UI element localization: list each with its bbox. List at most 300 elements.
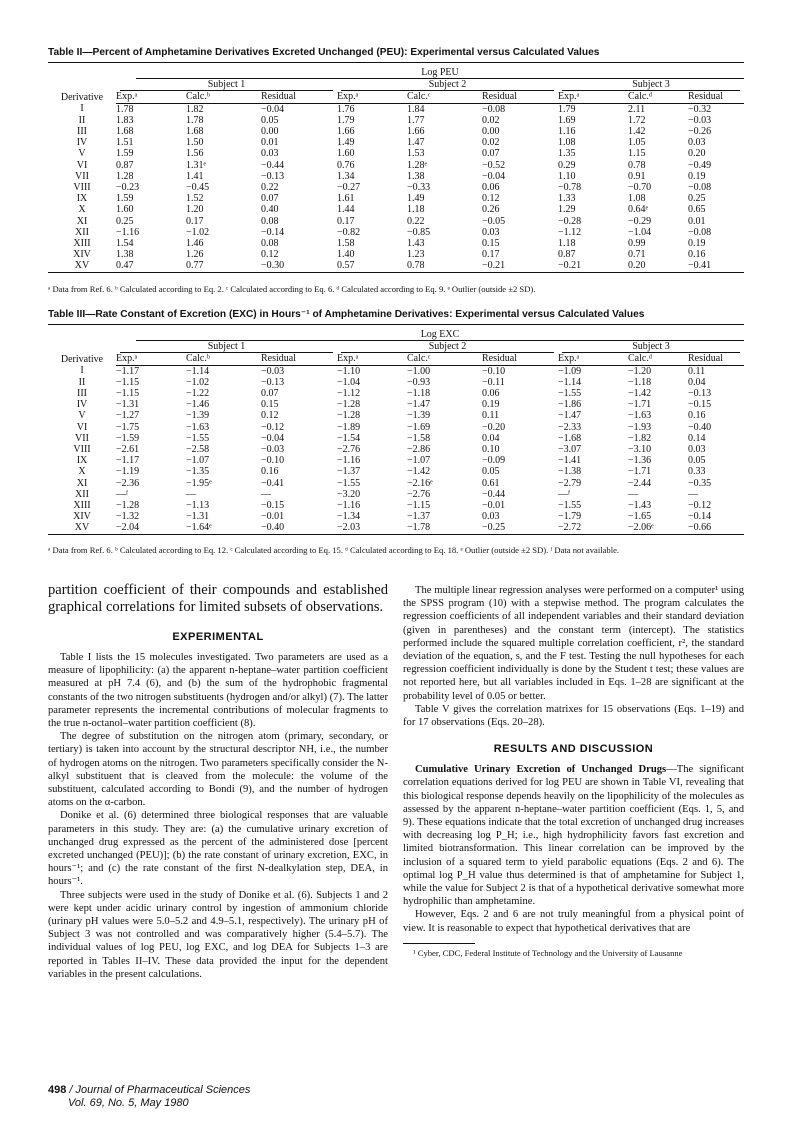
value-cell: −1.64ᵉ bbox=[186, 522, 261, 534]
results-run-head: Cumulative Urinary Excretion of Unchanged Drugs bbox=[415, 764, 667, 776]
value-cell: −0.30 bbox=[261, 260, 337, 272]
value-cell: 0.03 bbox=[482, 226, 500, 238]
value-cell: 1.58 bbox=[337, 238, 355, 250]
table-row bbox=[48, 137, 744, 148]
table-2 bbox=[48, 62, 744, 273]
body-paragraph: The degree of substitution on the nitrogen atom (primary, secondary, or tertiary) is taken into account by the structural descriptor NH, i.e., the number of hydrogen atoms on the nitrogen. Two parameters specifically consider the N-alkyl substituent that is cleaved from the molecule: the volume of the substituent, calculated according to Bondi (9), and the number of hydrogen atoms on the α-carbon. bbox=[48, 731, 388, 809]
value-cell: 1.51 bbox=[116, 137, 134, 149]
value-cell: 1.69 bbox=[558, 114, 576, 126]
value-cell: 1.56 bbox=[186, 148, 204, 160]
value-cell: 0.08 bbox=[261, 215, 279, 227]
value-cell: −2.36 bbox=[116, 477, 140, 489]
table-row bbox=[48, 489, 744, 500]
value-cell: 0.07 bbox=[261, 388, 279, 400]
value-cell: −0.01 bbox=[261, 511, 285, 523]
value-cell: −1.69 bbox=[407, 421, 431, 433]
value-cell: 0.04 bbox=[482, 432, 500, 444]
table-row bbox=[48, 377, 744, 388]
left-column bbox=[48, 582, 388, 981]
table-3-col-head: Exp.ᵃ bbox=[116, 353, 186, 365]
table-2-group-header: Log PEU bbox=[136, 67, 744, 79]
value-cell: −1.28 bbox=[337, 410, 361, 422]
value-cell: −1.00 bbox=[407, 365, 431, 377]
value-cell: −1.41 bbox=[558, 455, 582, 467]
page-footnote: ¹ Cyber, CDC, Federal Institute of Technology and the University of Lausanne bbox=[413, 947, 683, 958]
value-cell: 1.78 bbox=[116, 103, 134, 115]
value-cell: 0.11 bbox=[482, 410, 500, 422]
value-cell: 1.60 bbox=[116, 204, 134, 216]
table-2-col-head: Residual bbox=[482, 91, 558, 103]
derivative-cell: I bbox=[80, 365, 84, 377]
value-cell: 0.14 bbox=[688, 432, 706, 444]
value-cell: −0.03 bbox=[261, 365, 285, 377]
value-cell: 0.64ᵉ bbox=[628, 204, 649, 216]
value-cell: −1.16 bbox=[337, 500, 361, 512]
value-cell: 1.77 bbox=[407, 114, 425, 126]
derivative-cell: VII bbox=[75, 170, 89, 182]
value-cell: 0.65 bbox=[688, 204, 706, 216]
value-cell: 1.83 bbox=[116, 114, 134, 126]
value-cell: 0.11 bbox=[688, 365, 706, 377]
value-cell: −1.18 bbox=[407, 388, 431, 400]
value-cell: 1.18 bbox=[407, 204, 425, 216]
table-row bbox=[48, 388, 744, 399]
value-cell: −0.44 bbox=[261, 159, 285, 171]
value-cell: −1.04 bbox=[628, 226, 652, 238]
value-cell: 0.12 bbox=[261, 249, 279, 261]
value-cell: −1.63 bbox=[628, 410, 652, 422]
table-3-col-head: Exp.ᵃ bbox=[337, 353, 407, 365]
body-paragraph: However, Eqs. 2 and 6 are not truly meaningful from a physical point of view. It is reasonable to expect that hypothetical derivatives that are bbox=[403, 909, 744, 934]
value-cell: 1.76 bbox=[337, 103, 355, 115]
table-2-col-head: Residual bbox=[261, 91, 337, 103]
results-heading: RESULTS AND DISCUSSION bbox=[493, 743, 654, 756]
value-cell: 0.78 bbox=[407, 260, 482, 272]
value-cell: 1.33 bbox=[558, 193, 576, 205]
value-cell: 1.68 bbox=[116, 126, 134, 138]
value-cell: −1.34 bbox=[337, 511, 361, 523]
value-cell: −0.33 bbox=[407, 182, 431, 194]
value-cell: 0.25 bbox=[688, 193, 706, 205]
value-cell: −0.44 bbox=[482, 488, 506, 500]
value-cell: 1.79 bbox=[337, 114, 355, 126]
table-2-row-header: Derivative bbox=[60, 91, 104, 103]
value-cell: −1.42 bbox=[407, 466, 431, 478]
value-cell: −0.13 bbox=[688, 388, 712, 400]
value-cell: −3.07 bbox=[558, 444, 582, 456]
value-cell: 1.35 bbox=[558, 148, 576, 160]
derivative-cell: VII bbox=[75, 432, 89, 444]
value-cell: 0.17 bbox=[337, 215, 355, 227]
value-cell: 0.19 bbox=[688, 170, 706, 182]
derivative-cell: XII bbox=[75, 488, 89, 500]
value-cell: −1.10 bbox=[337, 365, 361, 377]
table-2-col-head: Calc.ᵇ bbox=[186, 91, 261, 103]
table-3 bbox=[48, 324, 744, 535]
lead-paragraph: partition coefficient of their compounds and established graphical correlations for limited subsets of observations. bbox=[48, 582, 388, 615]
value-cell: −1.07 bbox=[186, 455, 210, 467]
value-cell: 0.71 bbox=[628, 249, 646, 261]
table-2-caption: Table II—Percent of Amphetamine Derivatives Excreted Unchanged (PEU): Experimental versus Calculated Values bbox=[48, 47, 600, 58]
table-row bbox=[48, 466, 744, 477]
value-cell: −1.82 bbox=[628, 432, 652, 444]
value-cell: 0.17 bbox=[482, 249, 500, 261]
table-3-group-header: Log EXC bbox=[136, 329, 744, 341]
table-row bbox=[48, 182, 744, 193]
table-row bbox=[48, 238, 744, 249]
value-cell: −1.28 bbox=[337, 399, 361, 411]
derivative-cell: III bbox=[77, 126, 87, 138]
table-2-title: Percent of Amphetamine Derivatives Excreted Unchanged (PEU): Experimental versus Calculated Values bbox=[92, 47, 600, 58]
value-cell: 1.60 bbox=[337, 148, 355, 160]
value-cell: 0.33 bbox=[688, 466, 706, 478]
value-cell: −1.68 bbox=[558, 432, 582, 444]
body-paragraph: The significant correlation equations derived for log PEU are shown in Table VI, revealing that this biological response depends heavily on the lipophilicity of the molecules as assessed by the apparent n-heptane–water partition coefficient (Eqs. 1, 5, and 9). These equations indicate that the total excretion of unchanged drug increases with decreasing log P_H; i.e., high hydrophilicity favors fast excretion and limited biotransformation. This linear correlation can be improved by the inclusion of a squared term to yield parabolic equations (Eqs. 2 and 6). The optimal log P_H value thus determined is that of amphetamine for Subject 1, while the value for Subject 2 is that of a hypothetical derivative somewhat more hydrophilic than amphetamine. bbox=[403, 764, 744, 908]
value-cell: −0.08 bbox=[688, 182, 712, 194]
table-row bbox=[48, 216, 744, 227]
value-cell: −1.37 bbox=[337, 466, 361, 478]
value-cell: −1.46 bbox=[186, 399, 210, 411]
value-cell: −0.70 bbox=[628, 182, 652, 194]
value-cell: −1.95ᵉ bbox=[186, 477, 212, 489]
table-row bbox=[48, 422, 744, 433]
value-cell: −0.08 bbox=[688, 226, 712, 238]
value-cell: −1.15 bbox=[116, 388, 140, 400]
value-cell: 0.17 bbox=[186, 215, 204, 227]
value-cell: 0.05 bbox=[482, 466, 500, 478]
value-cell: −0.40 bbox=[261, 522, 337, 534]
value-cell: −0.04 bbox=[261, 103, 285, 115]
value-cell: 1.20 bbox=[186, 204, 204, 216]
value-cell: 0.99 bbox=[628, 238, 646, 250]
value-cell: 1.31ᵉ bbox=[186, 159, 207, 171]
value-cell: 0.26 bbox=[482, 204, 500, 216]
value-cell: 1.41 bbox=[186, 170, 204, 182]
value-cell: 0.16 bbox=[261, 466, 279, 478]
value-cell: −1.27 bbox=[116, 410, 140, 422]
value-cell: −1.13 bbox=[186, 500, 210, 512]
table-row bbox=[48, 227, 744, 238]
value-cell: 0.04 bbox=[688, 376, 706, 388]
value-cell: −0.29 bbox=[628, 215, 652, 227]
value-cell: −0.32 bbox=[688, 103, 712, 115]
value-cell: 1.34 bbox=[337, 170, 355, 182]
value-cell: 1.78 bbox=[186, 114, 204, 126]
value-cell: −1.75 bbox=[116, 421, 140, 433]
value-cell: −1.89 bbox=[337, 421, 361, 433]
value-cell: −0.14 bbox=[688, 511, 712, 523]
table-row bbox=[48, 148, 744, 159]
page-number: 498 bbox=[48, 1084, 67, 1096]
value-cell: −0.04 bbox=[261, 432, 285, 444]
derivative-cell: X bbox=[78, 466, 86, 478]
value-cell: −2.06ᵉ bbox=[628, 522, 688, 534]
body-paragraph: The multiple linear regression analyses were performed on a computer¹ using the SPSS program (10) with a stepwise method. The program calculates the regression coefficients of all independent variables and their standard deviation (given in parentheses) and the constant term (intercept). The statistics performed include the squared multiple correlation coefficient, r², the standard deviation of the equation, s, and the F test. Testing the null hypotheses for each regression coefficient individually is done by the Student t test; these values are not reported here, but all variables included in Eqs. 1–28 are significant at the probability level of 0.05 or better. bbox=[403, 585, 744, 702]
table-row bbox=[48, 365, 744, 377]
value-cell: 0.02 bbox=[482, 137, 500, 149]
value-cell: −0.28 bbox=[558, 215, 582, 227]
value-cell: 1.40 bbox=[337, 249, 355, 261]
value-cell: 0.91 bbox=[628, 170, 646, 182]
value-cell: −0.66 bbox=[688, 522, 744, 534]
value-cell: 1.29 bbox=[558, 204, 576, 216]
value-cell: 2.11 bbox=[628, 103, 646, 115]
experimental-heading: EXPERIMENTAL bbox=[172, 631, 264, 643]
value-cell: −1.22 bbox=[186, 388, 210, 400]
value-cell: 0.05 bbox=[688, 455, 706, 467]
value-cell: 1.61 bbox=[337, 193, 355, 205]
body-paragraph: Three subjects were used in the study of Donike et al. (6). Subjects 1 and 2 were kept under acidic urinary control by ingestion of ammonium chloride (urinary pH values were 5.0–5.2 and 4.9–5.1, respectively). The urinary pH of Subject 3 was not controlled and was comparatively higher (5.4–5.7). The individual values of log PEU, log EXC, and log DEA for Subjects 1–3 are reported in Tables II–IV. These data provided the input for the dependent variables in the present calculations. bbox=[48, 889, 388, 980]
value-cell: −0.82 bbox=[337, 226, 361, 238]
value-cell: 0.00 bbox=[261, 126, 279, 138]
value-cell: 1.23 bbox=[407, 249, 425, 261]
value-cell: −2.61 bbox=[116, 444, 140, 456]
value-cell: −1.79 bbox=[558, 511, 582, 523]
table-3-row-header: Derivative bbox=[60, 353, 104, 365]
value-cell: −1.19 bbox=[116, 466, 140, 478]
value-cell: 0.22 bbox=[407, 215, 425, 227]
value-cell: −0.03 bbox=[261, 444, 285, 456]
value-cell: 0.22 bbox=[261, 182, 279, 194]
value-cell: −2.44 bbox=[628, 477, 652, 489]
table-row bbox=[48, 193, 744, 204]
value-cell: 1.59 bbox=[116, 148, 134, 160]
derivative-cell: VI bbox=[76, 159, 88, 171]
derivative-cell: XIV bbox=[73, 249, 91, 261]
value-cell: 1.26 bbox=[186, 249, 204, 261]
value-cell: 0.76 bbox=[337, 159, 355, 171]
table-row bbox=[48, 103, 744, 115]
value-cell: −0.35 bbox=[688, 477, 712, 489]
table-row bbox=[48, 260, 744, 272]
table-row bbox=[48, 115, 744, 126]
journal-volume: Vol. 69, No. 5, May 1980 bbox=[68, 1097, 189, 1109]
value-cell: −0.01 bbox=[482, 500, 506, 512]
table-row bbox=[48, 522, 744, 534]
table-3-subject-1: Subject 1 bbox=[120, 341, 333, 353]
journal-name: Journal of Pharmaceutical Sciences bbox=[75, 1084, 251, 1096]
value-cell: −2.03 bbox=[337, 522, 407, 534]
value-cell: 0.87 bbox=[116, 159, 134, 171]
value-cell: 1.53 bbox=[407, 148, 425, 160]
value-cell: −2.33 bbox=[558, 421, 582, 433]
value-cell: −1.55 bbox=[558, 500, 582, 512]
value-cell: −1.55 bbox=[558, 388, 582, 400]
derivative-cell: IX bbox=[76, 455, 88, 467]
value-cell: −1.47 bbox=[558, 410, 582, 422]
value-cell: 0.12 bbox=[261, 410, 279, 422]
value-cell: −1.86 bbox=[558, 399, 582, 411]
value-cell: 0.06 bbox=[482, 388, 500, 400]
value-cell: 0.02 bbox=[482, 114, 500, 126]
value-cell: —ᶠ bbox=[116, 488, 129, 500]
value-cell: 0.01 bbox=[688, 215, 706, 227]
value-cell: −1.02 bbox=[186, 226, 210, 238]
value-cell: 0.03 bbox=[688, 444, 706, 456]
value-cell: 0.15 bbox=[261, 399, 279, 411]
value-cell: 0.03 bbox=[261, 148, 279, 160]
value-cell: −1.35 bbox=[186, 466, 210, 478]
value-cell: −1.43 bbox=[628, 500, 652, 512]
value-cell: −1.16 bbox=[116, 226, 140, 238]
value-cell: −1.31 bbox=[116, 399, 140, 411]
value-cell: −1.17 bbox=[116, 455, 140, 467]
value-cell: 1.68 bbox=[186, 126, 204, 138]
value-cell: −1.15 bbox=[116, 376, 140, 388]
table-3-footnote: ᵃ Data from Ref. 6. ᵇ Calculated according to Eq. 12. ᶜ Calculated according to Eq. 15. ᵈ Calculated according to Eq. 18. ᵉ Outlier (outside ±2 SD). ᶠ Data not available. bbox=[48, 545, 620, 555]
value-cell: 1.82 bbox=[186, 103, 204, 115]
value-cell: −0.52 bbox=[482, 159, 506, 171]
value-cell: 0.20 bbox=[688, 148, 706, 160]
value-cell: 0.00 bbox=[482, 126, 500, 138]
body-paragraph: Donike et al. (6) determined three biological responses that are valuable parameters in this study. They are: (a) the cumulative urinary excretion of unchanged drug expressed as the percent of the administered dose [percent excreted unchanged (PEU)]; (b) the rate constant of urinary excretion, EXC, in hours⁻¹; and (c) the rate constant of the first N-dealkylation step, DEA, in hours⁻¹. bbox=[48, 810, 388, 888]
table-3-col-head: Residual bbox=[482, 353, 558, 365]
value-cell: −0.13 bbox=[261, 170, 285, 182]
derivative-cell: VIII bbox=[73, 182, 91, 194]
derivative-cell: II bbox=[78, 114, 86, 126]
derivative-cell: VIII bbox=[73, 444, 91, 456]
value-cell: −1.04 bbox=[337, 376, 361, 388]
derivative-cell: VI bbox=[76, 421, 88, 433]
value-cell: 1.79 bbox=[558, 103, 576, 115]
value-cell: −1.02 bbox=[186, 376, 210, 388]
value-cell: 0.10 bbox=[482, 444, 500, 456]
value-cell: −0.40 bbox=[688, 421, 712, 433]
derivative-cell: XII bbox=[75, 226, 89, 238]
table-3-col-head: Calc.ᵈ bbox=[628, 353, 688, 365]
value-cell: −1.71 bbox=[628, 399, 652, 411]
value-cell: −1.71 bbox=[628, 466, 652, 478]
value-cell: 0.47 bbox=[116, 260, 186, 272]
value-cell: 0.57 bbox=[337, 260, 407, 272]
value-cell: −2.04 bbox=[116, 522, 186, 534]
value-cell: 0.05 bbox=[261, 114, 279, 126]
value-cell: 1.16 bbox=[558, 126, 576, 138]
table-3-col-head: Calc.ᶜ bbox=[407, 353, 482, 365]
value-cell: −0.21 bbox=[482, 260, 558, 272]
value-cell: −3.20 bbox=[337, 488, 361, 500]
value-cell: 0.20 bbox=[628, 260, 688, 272]
table-2-subject-1: Subject 1 bbox=[120, 79, 333, 91]
table-row bbox=[48, 171, 744, 182]
value-cell: −0.23 bbox=[116, 182, 140, 194]
value-cell: −0.03 bbox=[688, 114, 712, 126]
value-cell: −1.58 bbox=[407, 432, 431, 444]
value-cell: −0.49 bbox=[688, 159, 712, 171]
value-cell: −1.39 bbox=[186, 410, 210, 422]
value-cell: −2.58 bbox=[186, 444, 210, 456]
value-cell: −0.08 bbox=[482, 103, 506, 115]
value-cell: 0.78 bbox=[628, 159, 646, 171]
value-cell: 0.16 bbox=[688, 410, 706, 422]
value-cell: −1.12 bbox=[337, 388, 361, 400]
derivative-cell: X bbox=[78, 204, 86, 216]
value-cell: —ᶠ bbox=[558, 488, 571, 500]
value-cell: 1.84 bbox=[407, 103, 425, 115]
value-cell: −1.17 bbox=[116, 365, 140, 377]
value-cell: −1.54 bbox=[337, 432, 361, 444]
value-cell: −1.28 bbox=[116, 500, 140, 512]
value-cell: 1.08 bbox=[558, 137, 576, 149]
value-cell: 1.72 bbox=[628, 114, 646, 126]
value-cell: 1.46 bbox=[186, 238, 204, 250]
table-row bbox=[48, 126, 744, 137]
value-cell: 0.03 bbox=[482, 511, 500, 523]
derivative-cell: II bbox=[78, 376, 86, 388]
value-cell: −1.32 bbox=[116, 511, 140, 523]
table-3-col-head: Residual bbox=[688, 353, 744, 365]
value-cell: −0.04 bbox=[482, 170, 506, 182]
value-cell: 1.50 bbox=[186, 137, 204, 149]
value-cell: 0.15 bbox=[482, 238, 500, 250]
value-cell: −1.36 bbox=[628, 455, 652, 467]
value-cell: −0.93 bbox=[407, 376, 431, 388]
value-cell: −0.41 bbox=[688, 260, 744, 272]
value-cell: −2.72 bbox=[558, 522, 628, 534]
value-cell: −1.14 bbox=[558, 376, 582, 388]
derivative-cell: IV bbox=[76, 137, 88, 149]
value-cell: 1.44 bbox=[337, 204, 355, 216]
table-row bbox=[48, 455, 744, 466]
value-cell: −1.78 bbox=[407, 522, 482, 534]
value-cell: 1.05 bbox=[628, 137, 646, 149]
derivative-cell: XIV bbox=[73, 511, 91, 523]
value-cell: −1.16 bbox=[337, 455, 361, 467]
value-cell: −0.09 bbox=[482, 455, 506, 467]
table-2-col-head: Exp.ᵃ bbox=[116, 91, 186, 103]
value-cell: 1.38 bbox=[116, 249, 134, 261]
table-3-title: Rate Constant of Excretion (EXC) in Hours⁻¹ of Amphetamine Derivatives: Experimental versus Calculated Values bbox=[95, 309, 645, 320]
value-cell: 1.66 bbox=[337, 126, 355, 138]
value-cell: −1.47 bbox=[407, 399, 431, 411]
right-column: The multiple linear regression analyses were performed on a computer¹ using the SPSS program (10) with a stepwise method. The program calculates the regression coefficients of all independent variables and their standard deviation (given in parentheses) and the constant term (intercept). The statistics performed include the squared multiple correlation coefficient, r², the standard deviation of the equation, s, and the F test. Testing the null hypotheses for each regression coefficient individually is done by the Student t test; these values are not reported here, but all variables included in Eqs. 1–28 are significant at the probability level of 0.05 or better. Table V gives the correlation matrixes for 15 observations (Eqs. 1–19) and for 17 observations (Eqs. 20–28). RESULTS AND DISCUSSION Cumulative Urinary Excretion of Unchanged Drugs—The significant correlation equations derived for log PEU are shown in Table VI, revealing that this biological response depends heavily on the lipophilicity of the molecules as assessed by the apparent n-heptane–water partition coefficient (Eqs. 1, 5, and 9). These equations indicate that the total excretion of unchanged drug increases with decreasing log P_H; i.e., high hydrophilicity favors fast excretion and limited biotransformation. This linear correlation can be improved by the inclusion of a squared term to yield parabolic equations (Eqs. 2 and 6). The optimal log P_H value thus determined is that of amphetamine for Subject 1, while the value for Subject 2 is that of a hypothetical derivative somewhat more hydrophilic than amphetamine. However, Eqs. 2 and 6 are not truly meaningful from a physical point of view. It is reasonable to expect that hypothetical derivatives that are ¹ Cyber, CDC, Federal Institute of Technology and the University of Lausanne bbox=[403, 585, 744, 958]
value-cell: 0.07 bbox=[261, 193, 279, 205]
value-cell: −1.07 bbox=[407, 455, 431, 467]
value-cell: 0.77 bbox=[186, 260, 261, 272]
value-cell: 0.29 bbox=[558, 159, 576, 171]
table-row bbox=[48, 160, 744, 171]
value-cell: 1.59 bbox=[116, 193, 134, 205]
derivative-cell: XV bbox=[48, 522, 116, 534]
value-cell: −1.31 bbox=[186, 511, 210, 523]
value-cell: −0.15 bbox=[261, 500, 285, 512]
value-cell: 0.25 bbox=[116, 215, 134, 227]
footnote-rule bbox=[403, 943, 475, 944]
table-row bbox=[48, 399, 744, 410]
table-3-caption: Table III—Rate Constant of Excretion (EXC) in Hours⁻¹ of Amphetamine Derivatives: Experimental versus Calculated Values bbox=[48, 309, 645, 320]
derivative-cell: I bbox=[80, 103, 84, 115]
value-cell: −1.15 bbox=[407, 500, 431, 512]
value-cell: 0.87 bbox=[558, 249, 576, 261]
table-3-col-head: Calc.ᵇ bbox=[186, 353, 261, 365]
value-cell: −0.13 bbox=[261, 376, 285, 388]
table-3-label: Table III bbox=[48, 309, 86, 320]
value-cell: −1.18 bbox=[628, 376, 652, 388]
derivative-cell: V bbox=[78, 148, 86, 160]
value-cell: −2.86 bbox=[407, 444, 431, 456]
body-paragraph: Table I lists the 15 molecules investigated. Two parameters are used as a measure of lipophilicity: (a) the apparent n-heptane–water partition coefficient measured at pH 7.4 (6), and (b) the sum of the hydrophobic fragmental constants of the two nitrogen substituents (hydrogen and/or alkyl) (7). The latter parameter represents the incremental contributions of molecular fragments to the true n-octanol–water partition coefficient (8). bbox=[48, 652, 388, 730]
value-cell: −0.10 bbox=[482, 365, 506, 377]
derivative-cell: XIII bbox=[73, 500, 91, 512]
value-cell: −1.37 bbox=[407, 511, 431, 523]
value-cell: 0.01 bbox=[261, 137, 279, 149]
value-cell: 1.66 bbox=[407, 126, 425, 138]
value-cell: −1.55 bbox=[337, 477, 361, 489]
value-cell: 1.54 bbox=[116, 238, 134, 250]
table-2-subject-3: Subject 3 bbox=[562, 79, 740, 91]
value-cell: −0.85 bbox=[407, 226, 431, 238]
table-2-label: Table II bbox=[48, 47, 83, 58]
